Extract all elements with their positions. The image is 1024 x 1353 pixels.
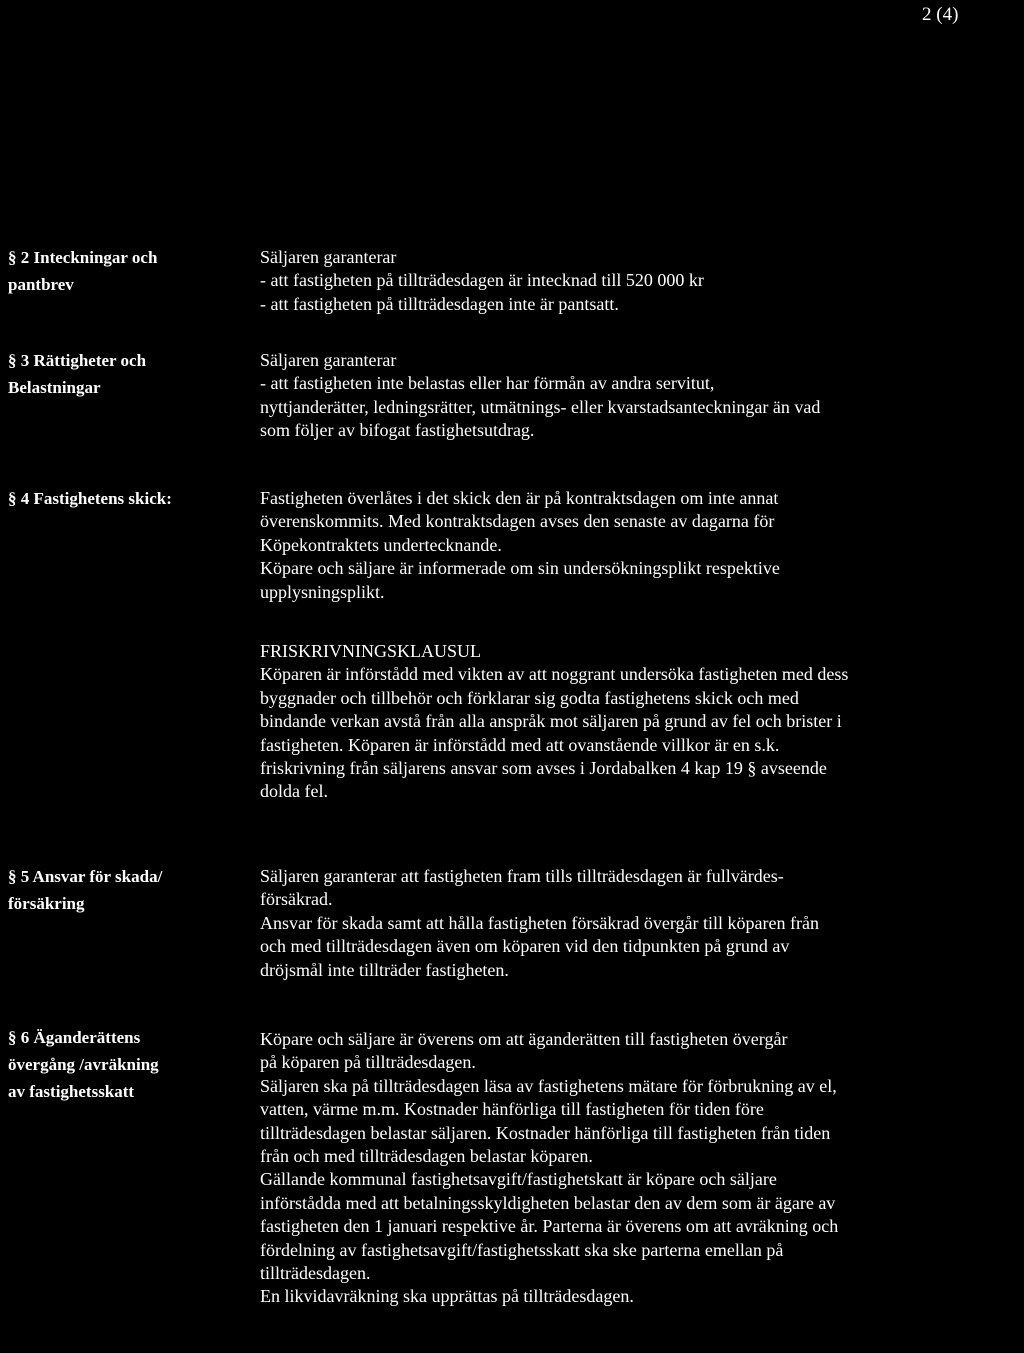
body-line: som följer av bifogat fastighetsutdrag. [260,420,535,441]
clause-line: dolda fel. [260,781,328,802]
clause-line: bindande verkan avstå från alla anspråk mot säljaren på grund av fel och brister i [260,711,842,732]
page-number: 2 (4) [922,4,959,25]
body-line: Köpare och säljare är överens om att äganderätten till fastigheten övergår [260,1029,788,1049]
body-line: Säljaren garanterar [260,350,397,370]
section-heading [8,863,248,917]
heading-line: § 2 Inteckningar och [8,248,158,267]
body-line: En likvidavräkning ska upprättas på tillträdesdagen. [260,1286,634,1307]
clause-line: byggnader och tillbehör och förklarar sig godta fastighetens skick och med [260,687,799,708]
body-line: Köpare och säljare är informerade om sin undersökningsplikt respektive [260,558,780,579]
body-line: Fastigheten överlåtes i det skick den är på kontraktsdagen om inte annat [260,488,779,508]
body-line: Köpekontraktets undertecknande. [260,534,502,555]
body-line: tillträdesdagen belastar säljaren. Kostnader hänförliga till fastigheten från tiden [260,1122,831,1143]
heading-line: Belastningar [8,378,101,397]
body-line: dröjsmål inte tillträder fastigheten. [260,959,509,980]
heading-line: § 6 Äganderättens [8,1028,141,1047]
clause-line: friskrivning från säljarens ansvar som avses i Jordabalken 4 kap 19 § avseende [260,758,827,779]
section-body [260,1028,1022,1309]
body-line: - att fastigheten på tillträdesdagen inte är pantsatt. [260,293,619,314]
body-line: Säljaren ska på tillträdesdagen läsa av fastighetens mätare för förbrukning av el, [260,1075,837,1096]
heading-line: övergång /avräkning [8,1055,159,1074]
heading-line: § 5 Ansvar för skada/ [8,867,163,886]
body-line: fastigheten den 1 januari respektive år. Parterna är överens om att avräkning och [260,1216,839,1237]
heading-line: § 4 Fastighetens skick: [8,489,172,508]
clause-line: Köparen är införstådd med vikten av att noggrant undersöka fastigheten med dess [260,664,849,685]
body-line: fördelning av fastighetsavgift/fastighetsskatt ska ske parterna emellan på [260,1239,784,1260]
body-line: och med tillträdesdagen även om köparen vid den tidpunkten på grund av [260,936,790,957]
body-line: införstådda med att betalningsskyldigheten belastar den av dem som är ägare av [260,1192,836,1213]
body-line: tillträdesdagen. [260,1263,371,1284]
section-heading [8,485,248,512]
body-line: - att fastigheten på tillträdesdagen är intecknad till 520 000 kr [260,270,704,291]
section-body [260,349,1022,443]
section-body [260,865,1022,982]
heading-line: av fastighetsskatt [8,1082,135,1101]
clause-title: FRISKRIVNINGSKLAUSUL [260,641,482,662]
heading-line: försäkring [8,894,85,913]
body-line: - att fastigheten inte belastas eller har förmån av andra servitut, [260,373,715,394]
body-line: Ansvar för skada samt att hålla fastigheten försäkrad övergår till köparen från [260,912,819,933]
heading-line: pantbrev [8,275,74,294]
section-heading [8,1024,248,1105]
section-heading [8,347,248,401]
heading-line: § 3 Rättigheter och [8,351,147,370]
body-line: överenskommits. Med kontraktsdagen avses den senaste av dagarna för [260,511,775,532]
body-line: Gällande kommunal fastighetsavgift/fastighetskatt är köpare och säljare [260,1169,777,1190]
body-line: nyttjanderätter, ledningsrätter, utmätnings- eller kvarstadsanteckningar än vad [260,396,821,417]
body-line: på köparen på tillträdesdagen. [260,1052,476,1073]
body-line: från och med tillträdesdagen belastar köparen. [260,1146,593,1167]
body-line: upplysningsplikt. [260,581,385,602]
body-line: Säljaren garanterar [260,247,397,267]
section-heading [8,244,248,298]
body-line: vatten, värme m.m. Kostnader hänförliga till fastigheten för tiden före [260,1099,764,1120]
body-line: Säljaren garanterar att fastigheten fram tills tillträdesdagen är fullvärdes- [260,866,784,886]
section-body [260,487,1022,804]
clause-line: fastigheten. Köparen är införstådd med att ovanstående villkor är en s.k. [260,734,780,755]
section-body [260,246,1022,316]
body-line: försäkrad. [260,889,333,910]
